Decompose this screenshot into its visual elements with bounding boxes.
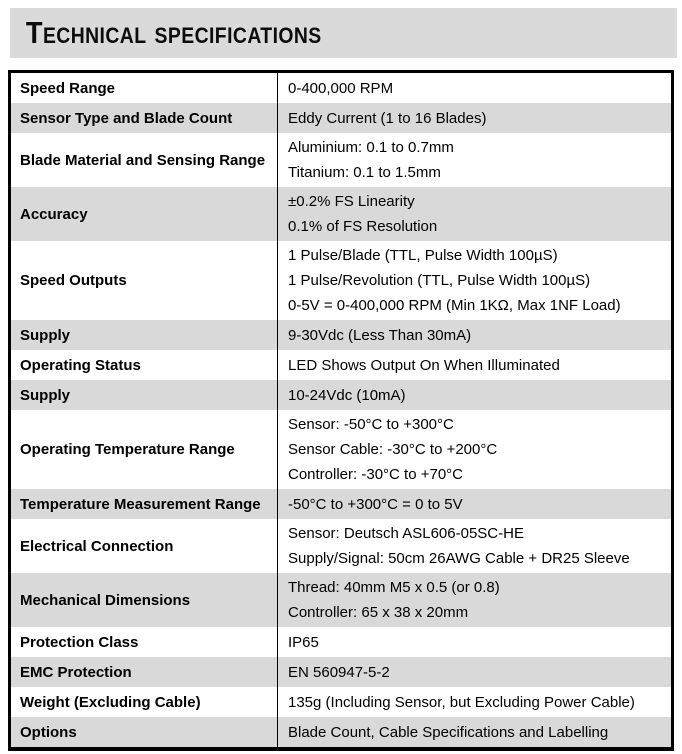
spec-row [11,519,671,573]
spec-value [278,519,671,573]
spec-label: Temperature Measurement Range [11,489,278,519]
spec-row [11,73,671,103]
spec-label: Accuracy [11,187,278,241]
spec-row [11,241,671,320]
spec-row [11,320,671,350]
spec-value-line: Aluminium: 0.1 to 0.7mm [288,139,454,156]
spec-value-line: Controller: 65 x 38 x 20mm [288,604,469,621]
spec-value-line: 0-5V = 0-400,000 RPM (Min 1KΩ, Max 1NF Load) [288,297,621,314]
spec-value-line: 1 Pulse/Revolution (TTL, Pulse Width 100µS) [288,272,591,289]
spec-value-line: Blade Count, Cable Specifications and Labelling [288,723,609,741]
spec-value-line: ±0.2% FS Linearity [288,193,415,210]
spec-value-line: 0.1% of FS Resolution [288,218,438,235]
spec-label: Weight (Excluding Cable) [11,687,278,717]
page-title: Technical specifications [25,15,322,50]
spec-value [278,187,671,241]
spec-row [11,489,671,519]
spec-value [278,687,671,717]
spec-value [278,489,671,519]
spec-row [11,380,671,410]
spec-value [278,410,671,489]
spec-value-line: Supply/Signal: 50cm 26AWG Cable + DR25 Sleeve [288,550,630,567]
spec-value-line: Sensor: -50°C to +300°C [288,416,454,433]
spec-label: Protection Class [11,627,278,657]
spec-value-line: 10-24Vdc (10mA) [288,386,406,404]
spec-row [11,103,671,133]
spec-row [11,687,671,717]
spec-value [278,103,671,133]
spec-value [278,241,671,320]
spec-value [278,573,671,627]
spec-label: Supply [11,380,278,410]
spec-value [278,627,671,657]
spec-row [11,627,671,657]
spec-value [278,320,671,350]
spec-row [11,657,671,687]
spec-value-line: 9-30Vdc (Less Than 30mA) [288,326,472,344]
spec-row [11,133,671,187]
spec-value [278,380,671,410]
spec-label: Operating Temperature Range [11,410,278,489]
spec-row [11,573,671,627]
spec-table [8,70,674,751]
spec-value-line: IP65 [288,633,319,651]
spec-label: Speed Outputs [11,241,278,320]
spec-row [11,350,671,380]
page-title-bar [10,8,677,58]
spec-value-line: LED Shows Output On When Illuminated [288,356,560,374]
spec-label: Electrical Connection [11,519,278,573]
spec-value-line: EN 560947-5-2 [288,663,390,681]
spec-value [278,657,671,687]
spec-value-line: 1 Pulse/Blade (TTL, Pulse Width 100µS) [288,247,558,264]
spec-value [278,717,671,747]
spec-value-line: 0-400,000 RPM [288,79,394,97]
spec-value-line: Sensor: Deutsch ASL606-05SC-HE [288,525,524,542]
spec-label: Speed Range [11,73,278,103]
spec-row [11,717,671,747]
spec-value-line: Eddy Current (1 to 16 Blades) [288,109,487,127]
spec-label: Blade Material and Sensing Range [11,133,278,187]
spec-value-line: Sensor Cable: -30°C to +200°C [288,441,498,458]
spec-label: Options [11,717,278,747]
spec-row [11,410,671,489]
spec-value-line: Thread: 40mm M5 x 0.5 (or 0.8) [288,579,500,596]
spec-label: EMC Protection [11,657,278,687]
spec-value-line: -50°C to +300°C = 0 to 5V [288,495,463,513]
spec-value [278,133,671,187]
spec-row [11,187,671,241]
spec-value-line: Controller: -30°C to +70°C [288,466,463,483]
spec-label: Mechanical Dimensions [11,573,278,627]
spec-label: Operating Status [11,350,278,380]
spec-label: Sensor Type and Blade Count [11,103,278,133]
spec-label: Supply [11,320,278,350]
spec-value-line: 135g (Including Sensor, but Excluding Power Cable) [288,693,635,711]
spec-value [278,350,671,380]
spec-value [278,73,671,103]
spec-value-line: Titanium: 0.1 to 1.5mm [288,164,441,181]
